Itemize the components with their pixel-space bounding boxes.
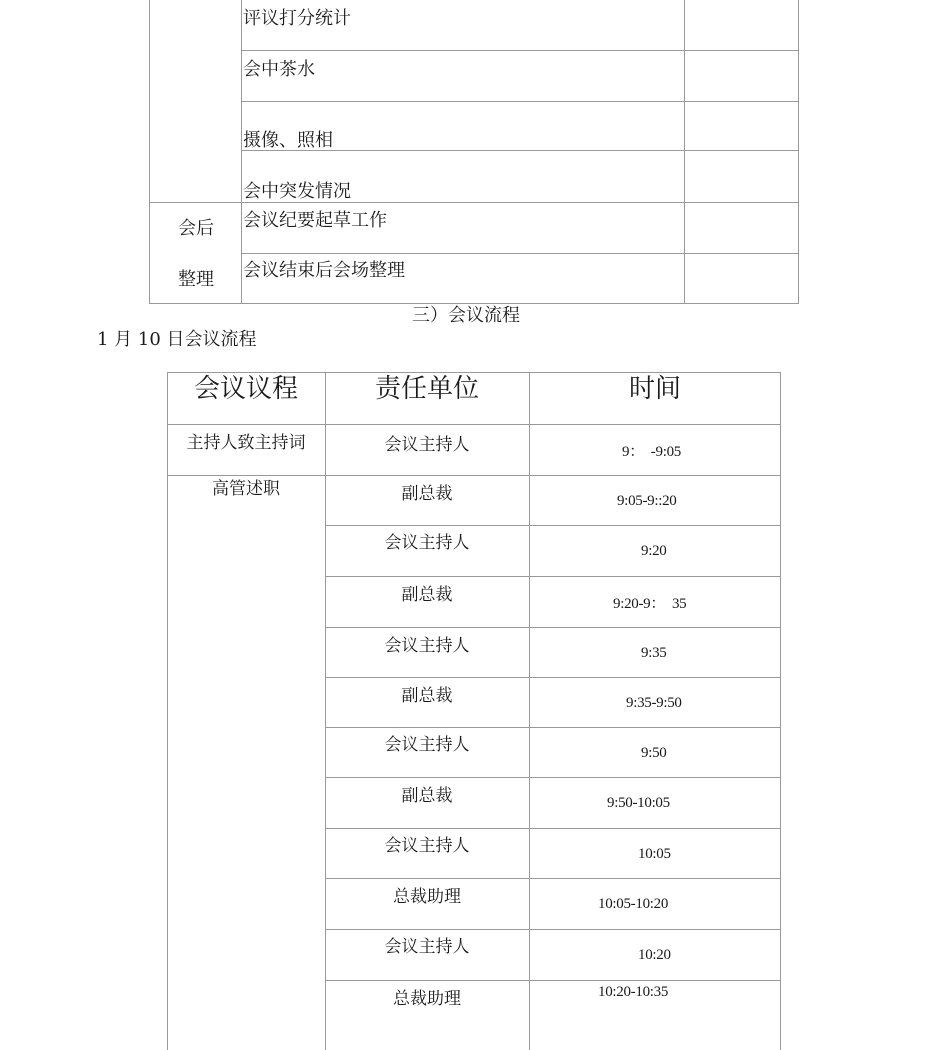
agenda-time: 9:50 bbox=[641, 745, 667, 761]
agenda-time: 9:05-9::20 bbox=[617, 493, 677, 509]
column-header-unit: 责任单位 bbox=[374, 374, 480, 404]
agenda-time: 10:05-10:20 bbox=[598, 896, 669, 912]
table-rule bbox=[167, 372, 168, 1050]
table-rule bbox=[325, 576, 781, 577]
table-rule bbox=[241, 50, 798, 51]
table-rule bbox=[167, 475, 781, 476]
agenda-unit: 会议主持人 bbox=[384, 937, 470, 957]
agenda-time: 9:20 bbox=[641, 543, 667, 559]
agenda-time: 10:20 bbox=[638, 947, 671, 963]
agenda-time: 9： -9:05 bbox=[622, 444, 681, 460]
agenda-unit: 副总裁 bbox=[401, 786, 453, 806]
table-cell: 会中茶水 bbox=[243, 59, 315, 80]
table-rule bbox=[780, 372, 781, 1050]
group-label: 整理 bbox=[178, 269, 214, 290]
table-rule bbox=[241, 101, 798, 102]
agenda-unit: 副总裁 bbox=[401, 585, 453, 605]
table-rule bbox=[325, 929, 781, 930]
table-rule bbox=[325, 372, 326, 1050]
table-rule bbox=[325, 727, 781, 728]
table-rule bbox=[325, 627, 781, 628]
table-cell: 会中突发情况 bbox=[243, 181, 351, 202]
table-rule bbox=[167, 424, 781, 425]
table-rule bbox=[684, 0, 685, 304]
section-title: 三）会议流程 bbox=[412, 305, 520, 326]
agenda-time: 10:20-10:35 bbox=[598, 984, 669, 1000]
agenda-time: 10:05 bbox=[638, 846, 671, 862]
table-rule bbox=[325, 525, 781, 526]
table-rule bbox=[325, 828, 781, 829]
agenda-time: 9:35-9:50 bbox=[626, 695, 682, 711]
table-rule bbox=[149, 303, 799, 304]
table-cell: 会议结束后会场整理 bbox=[243, 260, 405, 281]
agenda-time: 9:35 bbox=[641, 645, 667, 661]
agenda-unit: 会议主持人 bbox=[384, 435, 470, 455]
agenda-unit: 会议主持人 bbox=[384, 533, 470, 553]
agenda-time: 9:50-10:05 bbox=[607, 795, 670, 811]
table-rule bbox=[325, 777, 781, 778]
agenda-program: 主持人致主持词 bbox=[186, 433, 306, 453]
day-title: 1 月 10 日会议流程 bbox=[97, 329, 257, 350]
agenda-unit: 总裁助理 bbox=[393, 887, 461, 907]
agenda-time: 9:20-9： 35 bbox=[613, 596, 687, 612]
agenda-unit: 总裁助理 bbox=[393, 989, 461, 1009]
agenda-unit: 副总裁 bbox=[401, 484, 453, 504]
table-rule bbox=[798, 0, 799, 304]
table-cell: 会议纪要起草工作 bbox=[243, 210, 387, 231]
column-header-program: 会议议程 bbox=[193, 374, 299, 404]
table-rule bbox=[241, 0, 242, 304]
agenda-unit: 会议主持人 bbox=[384, 836, 470, 856]
table-rule bbox=[241, 253, 798, 254]
table-cell: 评议打分统计 bbox=[243, 8, 351, 29]
table-rule bbox=[325, 677, 781, 678]
agenda-unit: 会议主持人 bbox=[384, 735, 470, 755]
agenda-program: 高管述职 bbox=[212, 479, 280, 499]
table-rule bbox=[529, 372, 530, 1050]
table-cell: 摄像、照相 bbox=[243, 130, 333, 151]
group-label: 会后 bbox=[178, 218, 214, 239]
column-header-time: 时间 bbox=[628, 374, 682, 404]
table-rule bbox=[149, 0, 150, 304]
agenda-unit: 副总裁 bbox=[401, 686, 453, 706]
table-rule bbox=[325, 980, 781, 981]
agenda-unit: 会议主持人 bbox=[384, 636, 470, 656]
table-rule bbox=[325, 878, 781, 879]
